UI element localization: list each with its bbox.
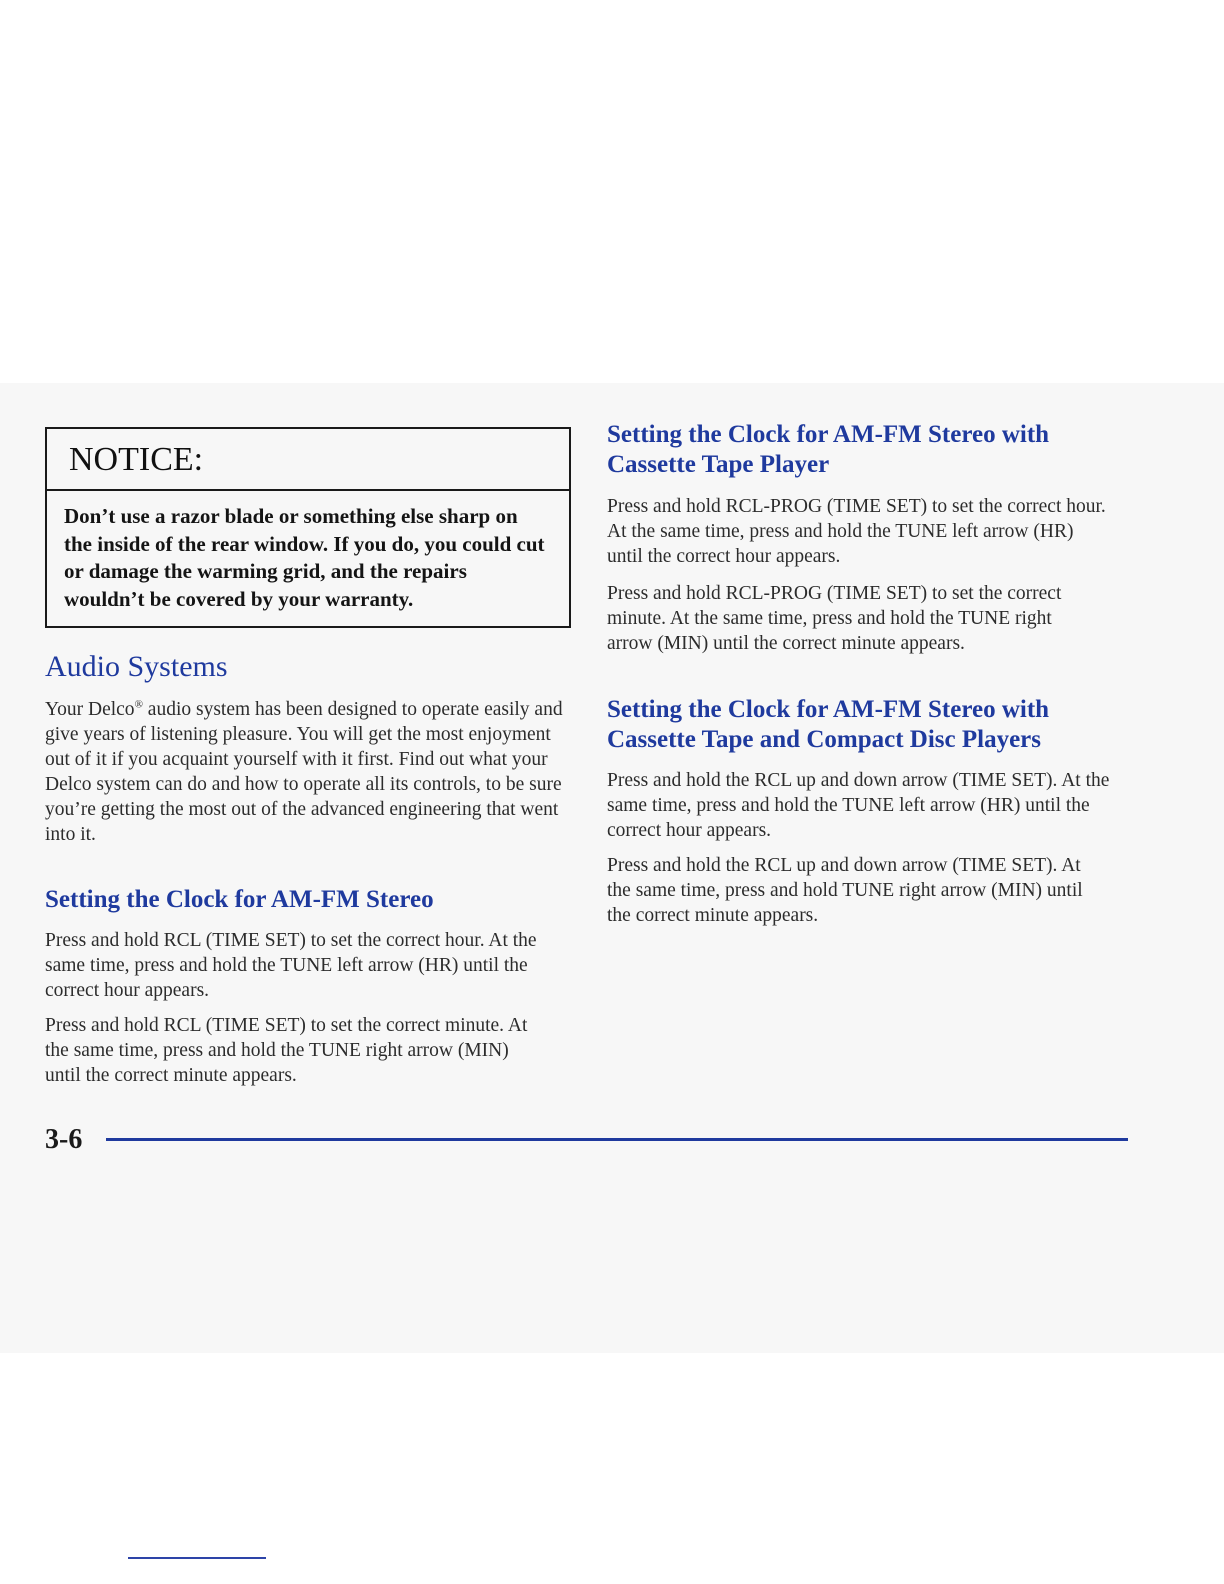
audio-systems-heading: Audio Systems	[45, 650, 228, 683]
clock-cassette-heading: Setting the Clock for AM-FM Stereo with Cassette Tape Player	[607, 421, 1050, 478]
clock-am-fm-para1: Press and hold RCL (TIME SET) to set the correct hour. At the same time, press and hold the TUNE left arrow (HR) until the correct hour appears.	[45, 930, 537, 1001]
notice-body: Don’t use a razor blade or something else sharp on the inside of the rear window. If you do, you could cut or damage the warming grid, and the repairs wouldn’t be covered by your warranty.	[64, 504, 545, 611]
clock-cassette-cd-para1: Press and hold the RCL up and down arrow (TIME SET). At the same time, press and hold the TUNE left arrow (HR) until the correct hour appears.	[607, 770, 1110, 841]
registered-mark: ®	[134, 698, 143, 711]
manual-page	[0, 383, 1224, 1353]
notice-box	[45, 427, 571, 628]
footer-rule	[106, 1138, 1128, 1141]
clock-cassette-cd-heading: Setting the Clock for AM-FM Stereo with Cassette Tape and Compact Disc Players	[607, 696, 1050, 753]
bottom-rule-mark	[128, 1557, 266, 1559]
clock-cassette-cd-para2: Press and hold the RCL up and down arrow (TIME SET). At the same time, press and hold TUNE right arrow (MIN) until the correct minute appears.	[607, 855, 1083, 926]
clock-cassette-para1: Press and hold RCL-PROG (TIME SET) to set the correct hour. At the same time, press and hold the TUNE left arrow (HR) until the correct hour appears.	[607, 496, 1106, 567]
intro-before-mark: Your Delco	[45, 699, 135, 720]
clock-am-fm-para2: Press and hold RCL (TIME SET) to set the correct minute. At the same time, press and hold the TUNE right arrow (MIN) until the correct minute appears.	[45, 1015, 528, 1086]
clock-cassette-para2: Press and hold RCL-PROG (TIME SET) to set the correct minute. At the same time, press and hold the TUNE right arrow (MIN) until the correct minute appears.	[607, 583, 1062, 654]
clock-am-fm-heading: Setting the Clock for AM-FM Stereo	[45, 886, 434, 913]
intro-after-mark: audio system has been designed to operate easily and give years of listening pleasure. You will get the most enjoyment out of it if you acquaint yourself with it first. Find out what your Delco system can do and how to operate all its controls, to be sure you’re getting the most out of the advanced engineering that went into it.	[45, 699, 563, 845]
audio-systems-intro	[45, 697, 567, 847]
notice-title: NOTICE:	[47, 429, 569, 491]
page-number: 3-6	[45, 1124, 83, 1155]
